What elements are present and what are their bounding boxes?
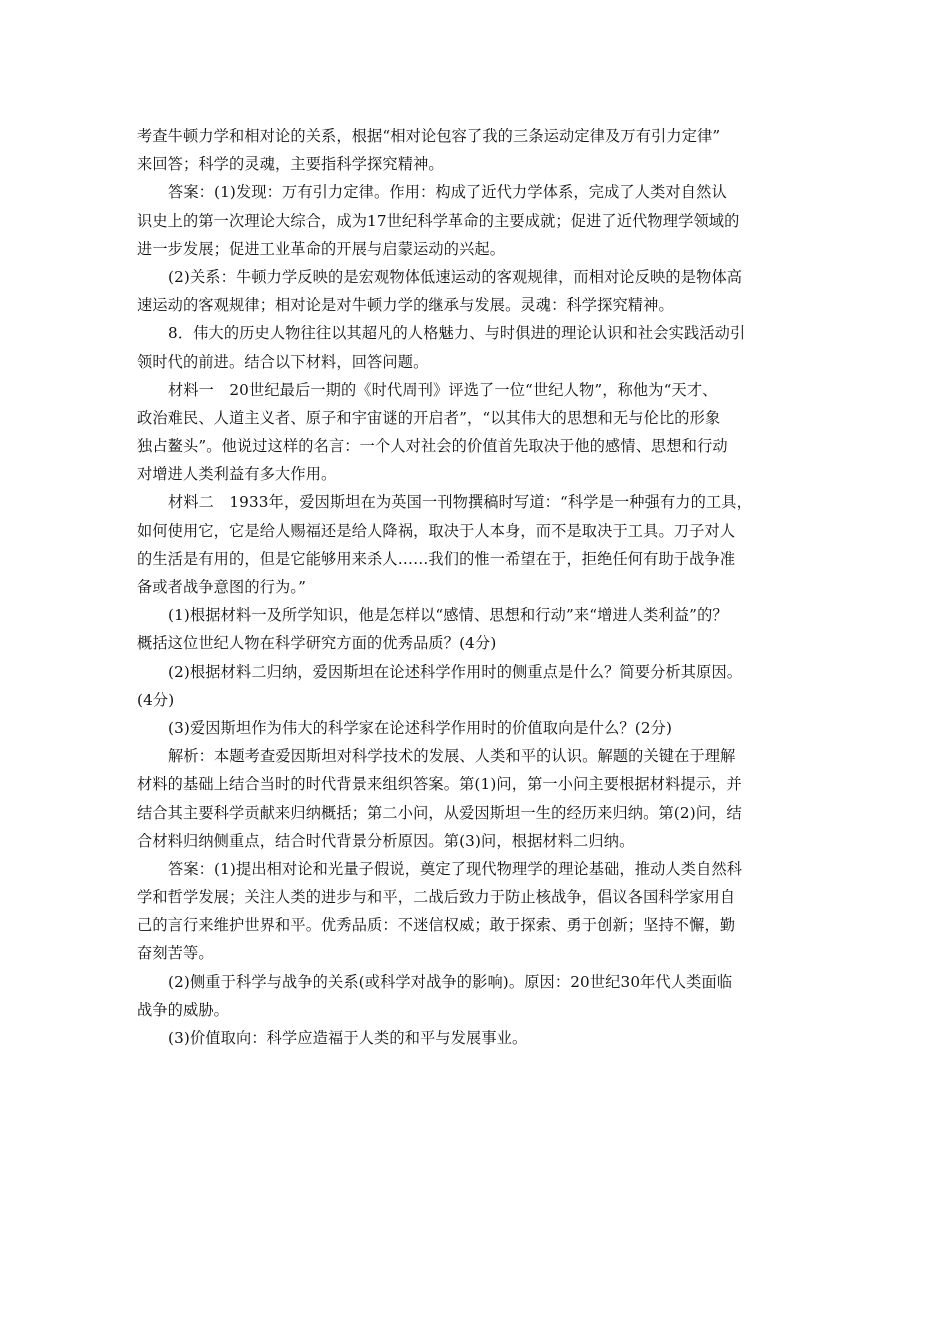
text-line: 答案：(1)提出相对论和光量子假说，奠定了现代物理学的理论基础，推动人类自然科 [168,859,743,878]
text-line: 领时代的前进。结合以下材料，回答问题。 [137,352,429,371]
text-line: (3)价值取向：科学应造福于人类的和平与发展事业。 [168,1029,528,1047]
text-line: (1)根据材料一及所学知识，他是怎样以“感情、思想和行动”来“增进人类利益”的？ [168,606,728,625]
text-line: 如何使用它，它是给人赐福还是给人降祸，取决于人本身，而不是取决于工具。刀子对人 [137,521,736,540]
text-line: 识史上的第一次理论大综合，成为17世纪科学革命的主要成就；促进了近代物理学领域的 [137,211,740,230]
text-line: 的生活是有用的，但是它能够用来杀人……我们的惟一希望在于，拒绝任何有助于战争准 [137,549,736,568]
text-line: 速运动的客观规律；相对论是对牛顿力学的继承与发展。灵魂：科学探究精神。 [137,296,674,315]
text-line: 学和哲学发展；关注人类的进步与和平，二战后致力于防止核战争，倡议各国科学家用自 [137,888,736,907]
document-body [137,122,821,1052]
text-line: 材料一 20世纪最后一期的《时代周刊》评选了一位“世纪人物”，称他为“天才、 [168,380,718,399]
text-line: 8．伟大的历史人物往往以其超凡的人格魅力、与时俱进的理论认识和社会实践活动引 [168,324,746,343]
text-line: 奋刻苦等。 [137,944,214,963]
text-line: 对增进人类利益有多大作用。 [137,465,337,484]
text-line: 独占鳌头”。他说过这样的名言：一个人对社会的价值首先取决于他的感情、思想和行动 [137,437,728,456]
text-line: 结合其主要科学贡献来归纳概括；第二小问，从爱因斯坦一生的经历来归纳。第(2)问，结 [137,803,742,822]
text-line: (2)根据材料二归纳，爱因斯坦在论述科学作用时的侧重点是什么？简要分析其原因。 [168,662,743,681]
text-line: 材料二 1933年，爱因斯坦在为英国一刊物撰稿时写道：“科学是一种强有力的工具， [168,493,752,512]
text-line: 材料的基础上结合当时的时代背景来组织答案。第(1)问，第一小问主要根据材料提示，并 [137,775,742,794]
text-line: 概括这位世纪人物在科学研究方面的优秀品质？(4分) [137,634,497,653]
text-line: 合材料归纳侧重点，结合时代背景分析原因。第(3)问，根据材料二归纳。 [137,831,635,850]
text-line: 解析：本题考查爱因斯坦对科学技术的发展、人类和平的认识。解题的关键在于理解 [168,747,736,766]
text-line: (3)爱因斯坦作为伟大的科学家在论述科学作用时的价值取向是什么？(2分) [168,718,673,737]
text-line: 战争的威胁。 [137,1000,230,1019]
text-line: 来回答；科学的灵魂，主要指科学探究精神。 [137,155,444,174]
text-line: 考查牛顿力学和相对论的关系，根据“相对论包容了我的三条运动定律及万有引力定律” [137,127,721,145]
text-line: 政治难民、人道主义者、原子和宇宙谜的开启者”，“以其伟大的思想和无与伦比的形象 [137,408,721,427]
text-line: (2)关系：牛顿力学反映的是宏观物体低速运动的客观规律，而相对论反映的是物体高 [168,267,743,286]
text-line: 答案：(1)发现：万有引力定律。作用：构成了近代力学体系，完成了人类对自然认 [168,183,727,202]
text-line: (2)侧重于科学与战争的关系(或科学对战争的影响)。原因：20世纪30年代人类面临 [168,972,733,991]
text-line: 备或者战争意图的行为。” [137,578,307,596]
text-line: (4分) [137,690,175,709]
text-line: 进一步发展；促进工业革命的开展与启蒙运动的兴起。 [137,239,506,258]
text-line: 己的言行来维护世界和平。优秀品质：不迷信权威；敢于探索、勇于创新；坚持不懈，勤 [137,916,736,935]
